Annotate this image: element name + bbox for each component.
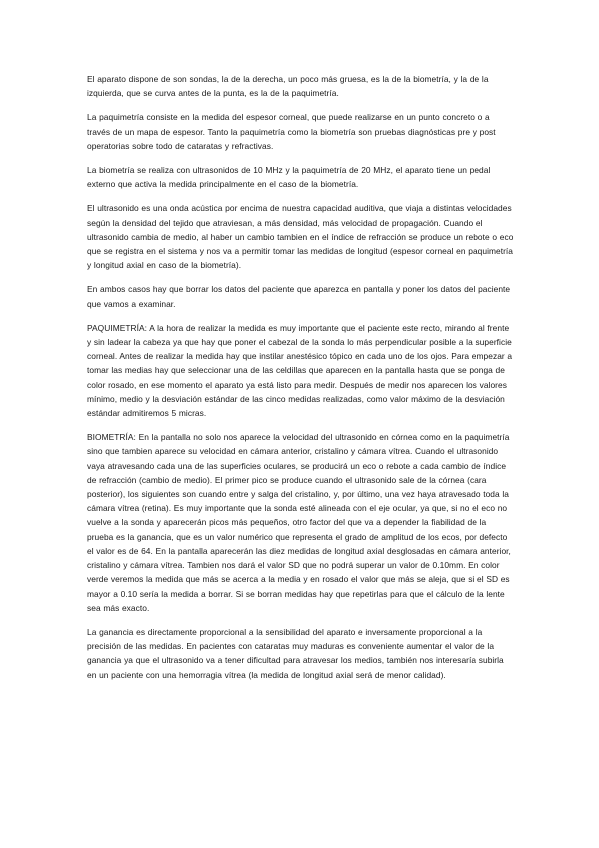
paragraph-probes: El aparato dispone de son sondas, la de la derecha, un poco más gruesa, es la de la biometría, y la de la izquierda, que se curva antes de la punta, es la de la paquimetría. — [87, 74, 489, 99]
paragraph-pachymetry-procedure: PAQUIMETRÍA: A la hora de realizar la medida es muy importante que el paciente este recto, mirando al frente y sin ladear la cabeza ya que hay que poner el cabezal de la sonda lo más perpendicular posible a la superficie corneal. Antes de realizar la medida hay que instilar anestésico tópico en cada uno de los ojos. Para empezar a tomar las medias hay que seleccionar una de las celdillas que aparecen en la pantalla hasta que se ponga de color rosado, en ese momento el aparato ya está listo para medir. Después de medir nos aparecen los valores mínimo, medio y la desviación estándar de las cinco medidas realizadas, como valor máximo de la desviación estándar admitiremos 5 micras. — [87, 322, 513, 419]
paragraph-biometry-procedure: BIOMETRÍA: En la pantalla no solo nos aparece la velocidad del ultrasonido en córnea como en la paquimetría sino que tambien aparece su velocidad en cámara anterior, cristalino y cámara vítrea. Cuando el ultrasonido vaya atravesando cada una de las superficies oculares, se producirá un eco o rebote a cada cambio de índice de refracción (cambio de medio). El primer pico se produce cuando el ultrasonido sale de la córnea (cara posterior), los siguientes son cuando entre y salga del cristalino, y, por último, una vez haya atravesado toda la cámara vítrea (retina). Es muy importante que la sonda esté alineada con el eje ocular, ya que, si no el eco no vuelve a la sonda y aparecerán picos más pequeños, otro factor del que va a depender la fiabilidad de la prueba es la ganancia, que es un valor numérico que representa el grado de amplitud de los ecos, por defecto el valor es de 64. En la pantalla aparecerán las diez medidas de longitud axial desglosadas en cámara anterior, cristalino y cámara vítrea. Tambien nos dará el valor SD que no podrá superar un valor de 0.10mm. En color verde veremos la medida que más se acerca a la media y en rosado el valor que más se aleja, que si el SD es mayor a 0.10 sería la medida a borrar. Si se borran medidas hay que repetirlas para que el cálculo de la lente sea más exacto. — [87, 432, 511, 613]
paragraph-frequencies: La biometría se realiza con ultrasonidos de 10 MHz y la paquimetría de 20 MHz, el aparato tiene un pedal externo que activa la medida principalmente en el caso de la biometría. — [87, 165, 491, 190]
paragraph-patient-data: En ambos casos hay que borrar los datos del paciente que aparezca en pantalla y poner los datos del paciente que vamos a examinar. — [87, 284, 511, 309]
document-body — [87, 72, 515, 692]
paragraph-pachymetry-definition: La paquimetría consiste en la medida del espesor corneal, que puede realizarse en un punto concreto o a través de un mapa de espesor. Tanto la paquimetría como la biometría son pruebas diagnósticas pre y post operatorias sobre todo de cataratas y refractivas. — [87, 112, 496, 151]
paragraph-gain: La ganancia es directamente proporcional a la sensibilidad del aparato e inversamente proporcional a la precisión de las medidas. En pacientes con cataratas muy maduras es conveniente aumentar el valor de la ganancia ya que el ultrasonido va a tener dificultad para atravesar los medios, también nos interesaría subirla en un paciente con una hemorragia vítrea (la medida de longitud axial será de menor calidad). — [87, 626, 504, 680]
paragraph-ultrasound: El ultrasonido es una onda acústica por encima de nuestra capacidad auditiva, que viaja a distintas velocidades según la densidad del tejido que atraviesan, a más densidad, más velocidad de propagación. Cuando el ultrasonido cambia de medio, al haber un cambio tambien en el índice de refracción se produce un rebote o eco que se registra en el sistema y nos va a permitir tomar las medidas de longitud (espesor corneal en paquimetría y longitud axial en caso de la biometría). — [87, 203, 514, 271]
